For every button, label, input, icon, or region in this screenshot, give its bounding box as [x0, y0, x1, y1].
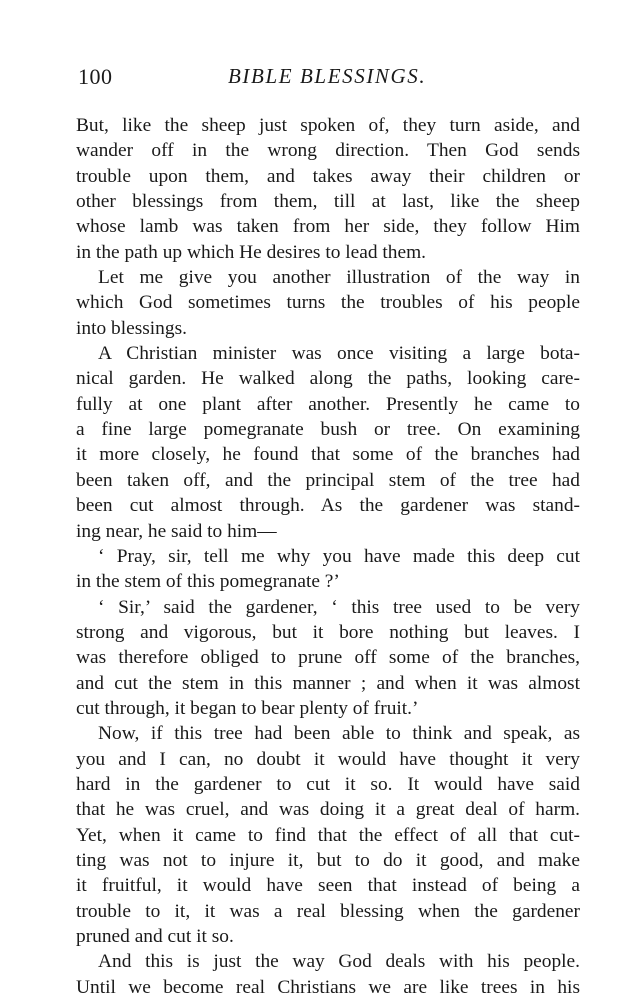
- page-number: 100: [78, 64, 113, 89]
- text-line: ‘ Sir,’ said the gardener, ‘ this tree used to be very: [98, 596, 580, 618]
- text-line: fully at one plant after another. Presently he came to: [76, 393, 580, 415]
- text-line: cut through, it began to bear plenty of fruit.’: [76, 697, 419, 719]
- text-line: ting was not to injure it, but to do it good, and make: [76, 849, 580, 871]
- text-line: that he was cruel, and was doing it a great deal of harm.: [76, 799, 580, 821]
- text-line: Yet, when it came to find that the effect of all that cut-: [76, 824, 580, 846]
- text-line: And this is just the way God deals with his people.: [98, 951, 580, 973]
- text-line: trouble to it, it was a real blessing when the gardener: [76, 900, 580, 922]
- text-line: Until we become real Christians we are like trees in his: [76, 976, 580, 998]
- text-line: it more closely, he found that some of the branches had: [76, 444, 580, 466]
- body-text: [76, 113, 580, 1000]
- running-head: BIBLE BLESSINGS.: [228, 64, 427, 88]
- text-line: A Christian minister was once visiting a large bota-: [98, 343, 580, 365]
- text-line: in the path up which He desires to lead them.: [76, 241, 427, 263]
- text-line: ing near, he said to him—: [76, 520, 277, 542]
- text-line: trouble upon them, and takes away their children or: [76, 165, 580, 187]
- text-line: strong and vigorous, but it bore nothing but leaves. I: [76, 621, 580, 643]
- text-line: pruned and cut it so.: [76, 926, 234, 947]
- text-line: in the stem of this pomegranate ?’: [76, 571, 340, 593]
- text-line: a fine large pomegranate bush or tree. On examining: [76, 419, 580, 441]
- text-line: been taken off, and the principal stem of the tree had: [76, 469, 580, 491]
- text-line: you and I can, no doubt it would have thought it very: [76, 748, 580, 770]
- text-line: hard in the gardener to cut it so. It would have said: [76, 773, 580, 795]
- text-line: which God sometimes turns the troubles of his people: [76, 292, 580, 314]
- text-line: been cut almost through. As the gardener was stand-: [76, 495, 580, 517]
- text-line: and cut the stem in this manner ; and when it was almost: [76, 672, 580, 694]
- text-line: Now, if this tree had been able to think and speak, as: [98, 723, 580, 745]
- text-line: into blessings.: [76, 317, 187, 339]
- text-line: ‘ Pray, sir, tell me why you have made this deep cut: [98, 545, 580, 567]
- text-line: nical garden. He walked along the paths, looking care-: [76, 368, 580, 390]
- text-line: But, like the sheep just spoken of, they turn aside, and: [76, 115, 580, 136]
- text-line: Let me give you another illustration of the way in: [98, 267, 580, 289]
- text-line: was therefore obliged to prune off some of the branches,: [76, 647, 580, 669]
- text-line: it fruitful, it would have seen that instead of being a: [76, 875, 580, 897]
- text-line: other blessings from them, till at last, like the sheep: [76, 191, 580, 213]
- text-line: wander off in the wrong direction. Then God sends: [76, 140, 580, 162]
- text-line: whose lamb was taken from her side, they follow Him: [76, 216, 580, 238]
- page-header: [78, 64, 580, 94]
